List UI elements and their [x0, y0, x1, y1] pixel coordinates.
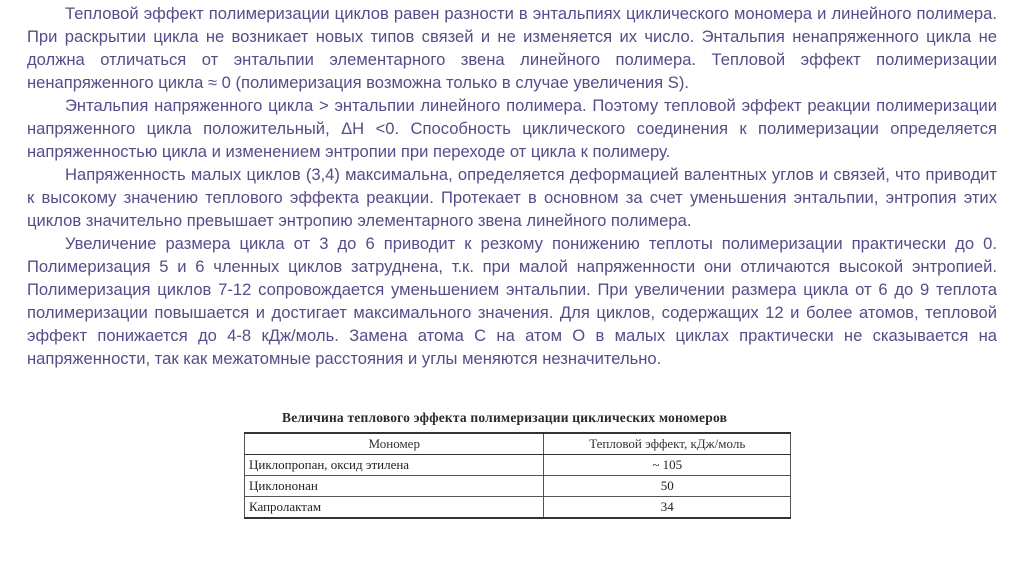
table-row [245, 497, 791, 519]
cell-monomer: Циклононан [245, 476, 544, 497]
table-header-row [245, 433, 791, 455]
table-title: Величина теплового эффекта полимеризации циклических мономеров [282, 410, 728, 425]
header-monomer: Мономер [245, 433, 544, 455]
cell-heat-effect: 34 [544, 497, 791, 519]
header-heat-effect: Тепловой эффект, кДж/моль [544, 433, 791, 455]
body-text [27, 2, 997, 370]
cell-monomer: Циклопропан, оксид этилена [245, 455, 544, 476]
table-row [245, 476, 791, 497]
cell-heat-effect: ~ 105 [544, 455, 791, 476]
paragraph-small-cycles: Напряженность малых циклов (3,4) максимальна, определяется деформацией валентных углов и связей, что приводит к высокому значению теплового эффекта реакции. Протекает в основном за счет уменьшения энтальпии, энтропия этих циклов значительно превышает энтропию элементарного звена линейного полимера. [27, 165, 997, 230]
paragraph-heat-effect: Тепловой эффект полимеризации циклов равен разности в энтальпиях циклического мономера и линейного полимера. При раскрытии цикла не возникает новых типов связей и не изменяется их число. Энтальпия ненапряженного цикла не должна отличаться от энтальпии элементарного звена линейного полимера. Тепловой эффект полимеризации ненапряженного цикла ≈ 0 (полимеризация возможна только в случае увеличения S). [27, 4, 997, 92]
heat-effect-table [244, 432, 791, 519]
paragraph-cycle-size: Увеличение размера цикла от 3 до 6 приводит к резкому понижению теплоты полимеризации практически до 0. Полимеризация 5 и 6 членных циклов затруднена, т.к. при малой напряженности они отличаются высокой энтропией. Полимеризация циклов 7-12 сопровождается уменьшением энтальпии. При увеличении размера цикла от 6 до 9 теплота полимеризации повышается и достигает максимального значения. Для циклов, содержащих 12 и более атомов, тепловой эффект понижается до 4-8 кДж/моль. Замена атома С на атом О в малых циклах практически не сказывается на напряженности, так как межатомные расстояния и углы меняются незначительно. [27, 234, 997, 368]
paragraph-strained-cycle: Энтальпия напряженного цикла > энтальпии линейного полимера. Поэтому тепловой эффект реакции полимеризации напряженного цикла положительный, ΔH <0. Способность циклического соединения к полимеризации определяется напряженностью цикла и изменением энтропии при переходе от цикла к полимеру. [27, 96, 997, 161]
cell-heat-effect: 50 [544, 476, 791, 497]
table-row [245, 455, 791, 476]
cell-monomer: Капролактам [245, 497, 544, 519]
heat-effect-table-block [244, 410, 791, 519]
